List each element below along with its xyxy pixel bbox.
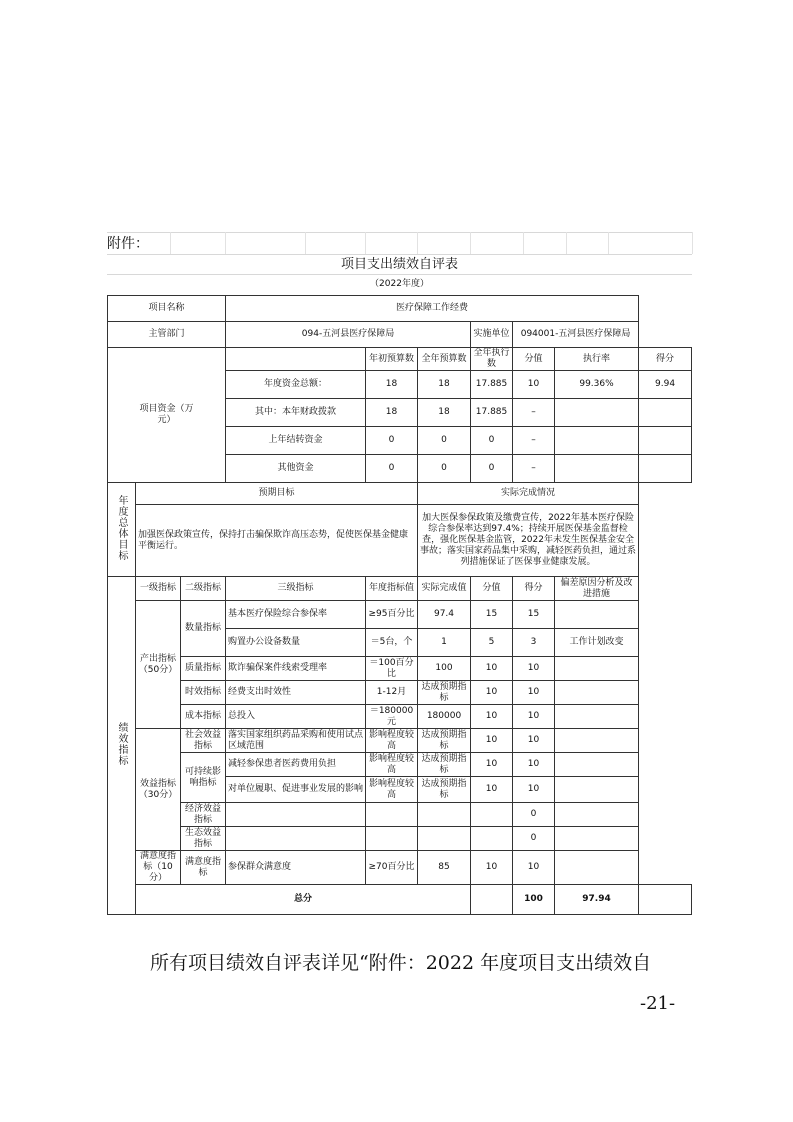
page-number: -21-	[640, 993, 676, 1014]
funds-cell: 18	[418, 399, 471, 427]
output-label: 产出指标（50分）	[136, 601, 181, 729]
score-cell: 0	[513, 827, 555, 851]
funds-cell	[639, 427, 692, 455]
funds-cell	[555, 427, 639, 455]
goals-label: 年度总体目标	[108, 483, 136, 577]
funds-cell: 17.885	[471, 371, 513, 399]
target-cell: 1-12月	[366, 681, 418, 705]
table-year: （2022年度）	[107, 274, 692, 295]
score-cell: 10	[513, 753, 555, 777]
expected-header: 预期目标	[136, 483, 418, 505]
l2-cell: 满意度指标	[181, 851, 226, 885]
perf-header: 分值	[471, 577, 513, 601]
actual-goal: 加大医保参保政策及缴费宣传，2022年基本医疗保险综合参保率达到97.4%；持续开展医保基金监督检查，强化医保基金监管，2022年未发生医保基金安全事故；落实国家药品集中采购，减轻医药负担，通过系列措施保证了医保事业健康发展。	[418, 505, 639, 577]
l3-cell: 欺诈骗保案件线索受理率	[226, 657, 366, 681]
score-full-cell: 10	[471, 681, 513, 705]
funds-label: 项目资金（万元）	[108, 348, 226, 483]
actual-cell	[418, 803, 471, 827]
l3-cell: 减轻参保患者医药费用负担	[226, 753, 366, 777]
target-cell: 影响程度较高	[366, 729, 418, 753]
perf-header: 二级指标	[181, 577, 226, 601]
l3-cell: 购置办公设备数量	[226, 629, 366, 657]
table-row	[108, 885, 692, 915]
table-title: 项目支出绩效自评表	[107, 254, 692, 275]
actual-cell: 100	[418, 657, 471, 681]
funds-header: 全年预算数	[418, 348, 471, 371]
attachment-label: 附件：	[107, 232, 692, 255]
funds-header: 得分	[639, 348, 692, 371]
table-row	[108, 827, 692, 851]
table-row	[108, 322, 692, 348]
score-full-cell: 10	[471, 729, 513, 753]
table-row	[108, 296, 692, 322]
score-full-cell	[471, 803, 513, 827]
reason-cell	[555, 827, 639, 851]
funds-cell: 99.36%	[555, 371, 639, 399]
score-full-cell	[471, 827, 513, 851]
actual-cell: 达成预期指标	[418, 729, 471, 753]
table-row	[108, 681, 692, 705]
total-score: 97.94	[555, 885, 639, 915]
score-cell: 10	[513, 705, 555, 729]
reason-cell	[555, 851, 639, 885]
target-cell: 影响程度较高	[366, 777, 418, 803]
table-row	[108, 505, 692, 577]
funds-cell: 0	[418, 455, 471, 483]
target-cell: 影响程度较高	[366, 753, 418, 777]
reason-cell	[555, 753, 639, 777]
actual-header: 实际完成情况	[418, 483, 639, 505]
funds-header-blank	[226, 348, 366, 371]
funds-header: 执行率	[555, 348, 639, 371]
perf-header: 实际完成值	[418, 577, 471, 601]
actual-cell	[418, 827, 471, 851]
score-cell: 0	[513, 803, 555, 827]
total-full: 100	[513, 885, 555, 915]
actual-cell: 85	[418, 851, 471, 885]
total-blank	[471, 885, 513, 915]
total-label: 总分	[136, 885, 471, 915]
l2-cell: 时效指标	[181, 681, 226, 705]
l3-cell: 经费支出时效性	[226, 681, 366, 705]
score-full-cell: 10	[471, 851, 513, 885]
score-full-cell: 10	[471, 777, 513, 803]
l2-cell: 生态效益指标	[181, 827, 226, 851]
actual-cell: 达成预期指标	[418, 777, 471, 803]
score-full-cell: 10	[471, 753, 513, 777]
table-row	[108, 657, 692, 681]
funds-cell: 0	[418, 427, 471, 455]
reason-cell	[555, 729, 639, 753]
score-cell: 10	[513, 851, 555, 885]
funds-cell: 0	[366, 455, 418, 483]
score-full-cell: 10	[471, 705, 513, 729]
unit-value: 094001-五河县医疗保障局	[513, 322, 639, 348]
funds-cell: –	[513, 399, 555, 427]
table-row	[108, 483, 692, 505]
l2-cell: 质量指标	[181, 657, 226, 681]
performance-table	[107, 295, 692, 915]
target-cell: ＝5台，个	[366, 629, 418, 657]
total-blank	[639, 885, 692, 915]
funds-cell	[555, 455, 639, 483]
satisfaction-label: 满意度指标（10分）	[136, 851, 181, 885]
funds-cell: 0	[471, 455, 513, 483]
dept-value: 094-五河县医疗保障局	[226, 322, 471, 348]
dept-label: 主管部门	[108, 322, 226, 348]
benefit-label: 效益指标（30分）	[136, 729, 181, 851]
table-row	[108, 705, 692, 729]
actual-cell: 达成预期指标	[418, 681, 471, 705]
performance-label: 绩效指标	[108, 577, 136, 915]
target-cell: ＝180000元	[366, 705, 418, 729]
target-cell: ≥70百分比	[366, 851, 418, 885]
table-row	[108, 753, 692, 777]
funds-row-label: 其他资金	[226, 455, 366, 483]
funds-cell: 18	[418, 371, 471, 399]
funds-cell	[639, 455, 692, 483]
l2-cell: 数量指标	[181, 601, 226, 657]
score-full-cell: 10	[471, 657, 513, 681]
actual-cell: 97.4	[418, 601, 471, 629]
target-cell	[366, 827, 418, 851]
table-row	[108, 577, 692, 601]
actual-cell: 1	[418, 629, 471, 657]
score-cell: 10	[513, 777, 555, 803]
funds-cell: 17.885	[471, 399, 513, 427]
l2-cell: 可持续影响指标	[181, 753, 226, 803]
target-cell	[366, 803, 418, 827]
target-cell: ＝100百分比	[366, 657, 418, 681]
reason-cell: 工作计划改变	[555, 629, 639, 657]
project-name-value: 医疗保障工作经费	[226, 296, 639, 322]
reason-cell	[555, 681, 639, 705]
funds-cell: 10	[513, 371, 555, 399]
funds-cell: 18	[366, 399, 418, 427]
table-row	[108, 348, 692, 371]
footer-text: 所有项目绩效自评表详见“附件：2022 年度项目支出绩效自	[150, 952, 652, 974]
perf-header: 偏差原因分析及改进措施	[555, 577, 639, 601]
funds-cell: 0	[366, 427, 418, 455]
table-row	[108, 851, 692, 885]
perf-header: 得分	[513, 577, 555, 601]
score-cell: 10	[513, 729, 555, 753]
funds-cell	[639, 399, 692, 427]
score-cell: 10	[513, 657, 555, 681]
table-row	[108, 729, 692, 753]
funds-cell: 18	[366, 371, 418, 399]
expected-goal: 加强医保政策宣传，保持打击骗保欺诈高压态势，促使医保基金健康平衡运行。	[136, 505, 418, 577]
funds-cell: 9.94	[639, 371, 692, 399]
funds-cell	[555, 399, 639, 427]
perf-header: 年度指标值	[366, 577, 418, 601]
actual-cell: 180000	[418, 705, 471, 729]
reason-cell	[555, 803, 639, 827]
funds-cell: –	[513, 427, 555, 455]
perf-header: 一级指标	[136, 577, 181, 601]
funds-cell: 0	[471, 427, 513, 455]
funds-header: 分值	[513, 348, 555, 371]
target-cell: ≥95百分比	[366, 601, 418, 629]
actual-cell: 达成预期指标	[418, 753, 471, 777]
reason-cell	[555, 601, 639, 629]
reason-cell	[555, 657, 639, 681]
l2-cell: 成本指标	[181, 705, 226, 729]
score-full-cell: 5	[471, 629, 513, 657]
funds-header: 年初预算数	[366, 348, 418, 371]
unit-label: 实施单位	[471, 322, 513, 348]
l3-cell: 落实国家组织药品采购和使用试点区域范围	[226, 729, 366, 753]
table-row	[108, 803, 692, 827]
score-cell: 3	[513, 629, 555, 657]
project-name-label: 项目名称	[108, 296, 226, 322]
l3-cell: 对单位履职、促进事业发展的影响	[226, 777, 366, 803]
l3-cell: 基本医疗保险综合参保率	[226, 601, 366, 629]
perf-header: 三级指标	[226, 577, 366, 601]
funds-header: 全年执行数	[471, 348, 513, 371]
score-cell: 15	[513, 601, 555, 629]
funds-row-label: 年度资金总额：	[226, 371, 366, 399]
reason-cell	[555, 777, 639, 803]
l3-cell: 参保群众满意度	[226, 851, 366, 885]
l3-cell	[226, 827, 366, 851]
funds-row-label: 上年结转资金	[226, 427, 366, 455]
l3-cell: 总投入	[226, 705, 366, 729]
l2-cell: 社会效益指标	[181, 729, 226, 753]
funds-cell: –	[513, 455, 555, 483]
score-cell: 10	[513, 681, 555, 705]
l3-cell	[226, 803, 366, 827]
score-full-cell: 15	[471, 601, 513, 629]
reason-cell	[555, 705, 639, 729]
funds-row-label: 其中：本年财政拨款	[226, 399, 366, 427]
l2-cell: 经济效益指标	[181, 803, 226, 827]
table-row	[108, 601, 692, 629]
